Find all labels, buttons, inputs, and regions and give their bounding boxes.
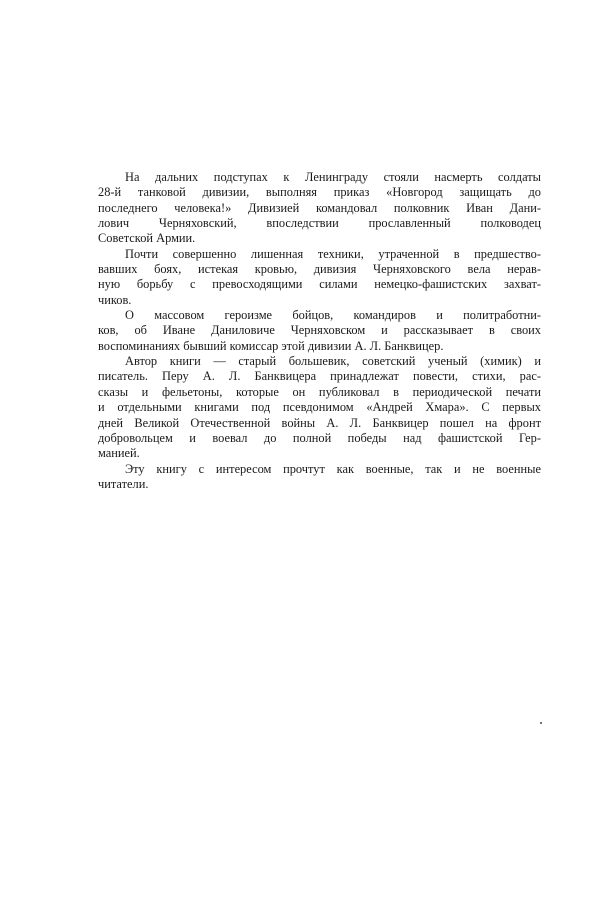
annotation-text [71, 170, 541, 492]
paragraph-4 [71, 354, 541, 461]
text-line: вавших боях, истекая кровью, дивизия Черняховского вела нерав- [98, 262, 541, 277]
text-line: дней Великой Отечественной войны А. Л. Банквицер пошел на фронт [98, 415, 541, 430]
text-line: ную борьбу с превосходящими силами немецко-фашистских захват- [98, 277, 541, 292]
text-line: На дальних подступах к Ленинграду стояли насмерть солдаты [125, 170, 541, 184]
text-line: Автор книги — старый большевик, советский ученый (химик) и [125, 354, 541, 369]
text-line: Почти совершенно лишенная техники, утраченной в предшество- [125, 246, 541, 261]
text-line: и отдельными книгами под псевдонимом «Андрей Хмара». С первых [98, 400, 541, 415]
text-line: чиков. [98, 292, 132, 307]
text-line: Советской Армии. [98, 231, 196, 246]
text-line: ков, об Иване Даниловиче Черняховском и рассказывает в своих [98, 323, 541, 338]
text-line: Эту книгу с интересом прочтут как военные, так и не военные [125, 461, 541, 476]
text-line: писатель. Перу А. Л. Банквицера принадлежат повести, стихи, рас- [98, 369, 541, 384]
text-line: О массовом героизме бойцов, командиров и политработни- [125, 308, 541, 323]
text-line: добровольцем и воевал до полной победы над фашистской Гер- [98, 430, 541, 445]
text-line: последнего человека!» Дивизией командовал полковник Иван Дани- [98, 200, 541, 215]
paragraph-2 [71, 247, 541, 308]
text-line: манией. [98, 446, 140, 461]
paragraph-1 [71, 170, 541, 247]
text-line: 28-й танковой дивизии, выполняя приказ «Новгород защищать до [98, 185, 541, 200]
text-line: воспоминаниях бывший комиссар этой дивизии А. Л. Банквицер. [98, 338, 444, 353]
text-line: читатели. [98, 476, 149, 491]
paragraph-5 [71, 462, 541, 493]
print-speck [540, 722, 542, 724]
text-line: сказы и фельетоны, которые он публиковал в периодической печати [98, 384, 541, 399]
text-line: лович Черняховский, впоследствии прославленный полководец [98, 216, 541, 231]
paragraph-3 [71, 308, 541, 354]
